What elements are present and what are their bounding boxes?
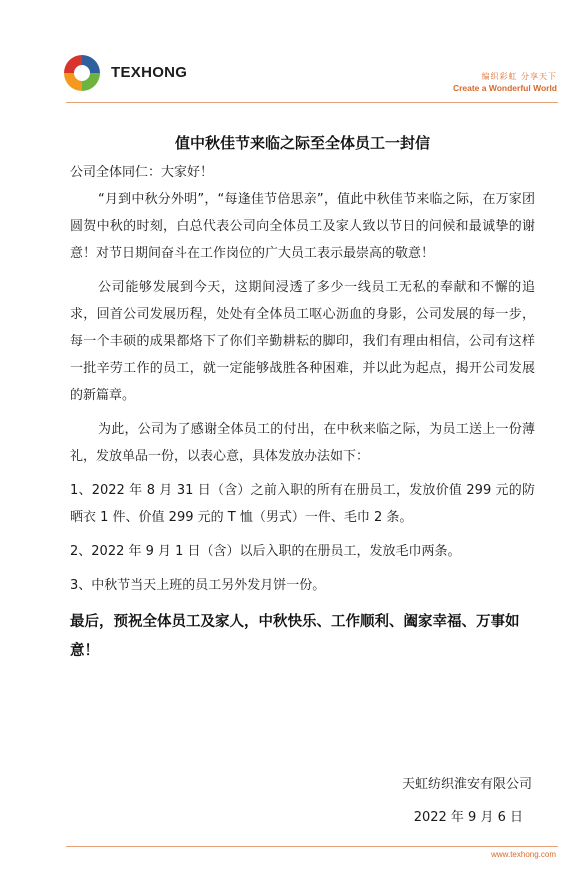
paragraph-3: 为此，公司为了感谢全体员工的付出，在中秋来临之际，为员工送上一份薄礼，发放单品一份，以表心意，具体发放办法如下： bbox=[70, 422, 535, 464]
slogan-chinese: 编织彩虹 分享天下 bbox=[481, 72, 557, 81]
paragraph-1: “月到中秋分外明”，“每逢佳节倍思亲”，值此中秋佳节来临之际，在万家团圆贺中秋的时刻，白总代表公司向全体员工及家人致以节日的问候和最诚挚的谢意！对节日期间奋斗在工作岗位的广大员工表示最崇高的敬意！ bbox=[70, 192, 535, 261]
brand-name: TEXHONG bbox=[111, 64, 188, 81]
greeting: 公司全体同仁：大家好！ bbox=[70, 165, 214, 180]
rainbow-ring-logo-icon bbox=[60, 51, 104, 95]
list-item-1: 1、2022 年 8 月 31 日（含）之前入职的所有在册员工，发放价值 299 元的防晒衣 1 件、价值 299 元的 T 恤（男式）一件、毛巾 2 条。 bbox=[70, 483, 535, 525]
letter-body bbox=[70, 130, 535, 666]
header-divider bbox=[66, 102, 558, 103]
company-signature: 天虹纺织淮安有限公司 bbox=[401, 777, 532, 792]
slogan-english: Create a Wonderful World bbox=[452, 83, 557, 93]
footer-divider bbox=[66, 846, 558, 847]
closing-wishes: 最后，预祝全体员工及家人，中秋快乐、工作顺利、阖家幸福、万事如意！ bbox=[70, 614, 520, 659]
letter-title: 值中秋佳节来临之际至全体员工一封信 bbox=[174, 134, 430, 152]
letter-date: 2022 年 9 月 6 日 bbox=[413, 810, 523, 825]
paragraph-2: 公司能够发展到今天，这期间浸透了多少一线员工无私的奉献和不懈的追求，回首公司发展历程，处处有全体员工呕心沥血的身影，公司发展的每一步，每一个丰硕的成果都烙下了你们辛勤耕耘的脚印，我们有理由相信，公司有这样一批辛劳工作的员工，就一定能够战胜各种困难，并以此为起点，揭开公司发展的新篇章。 bbox=[70, 280, 535, 403]
list-item-2: 2、2022 年 9 月 1 日（含）以后入职的在册员工，发放毛巾两条。 bbox=[70, 544, 461, 559]
website-link[interactable]: www.texhong.com bbox=[491, 850, 556, 859]
letterhead bbox=[0, 0, 572, 115]
list-item-3: 3、中秋节当天上班的员工另外发月饼一份。 bbox=[70, 578, 326, 593]
